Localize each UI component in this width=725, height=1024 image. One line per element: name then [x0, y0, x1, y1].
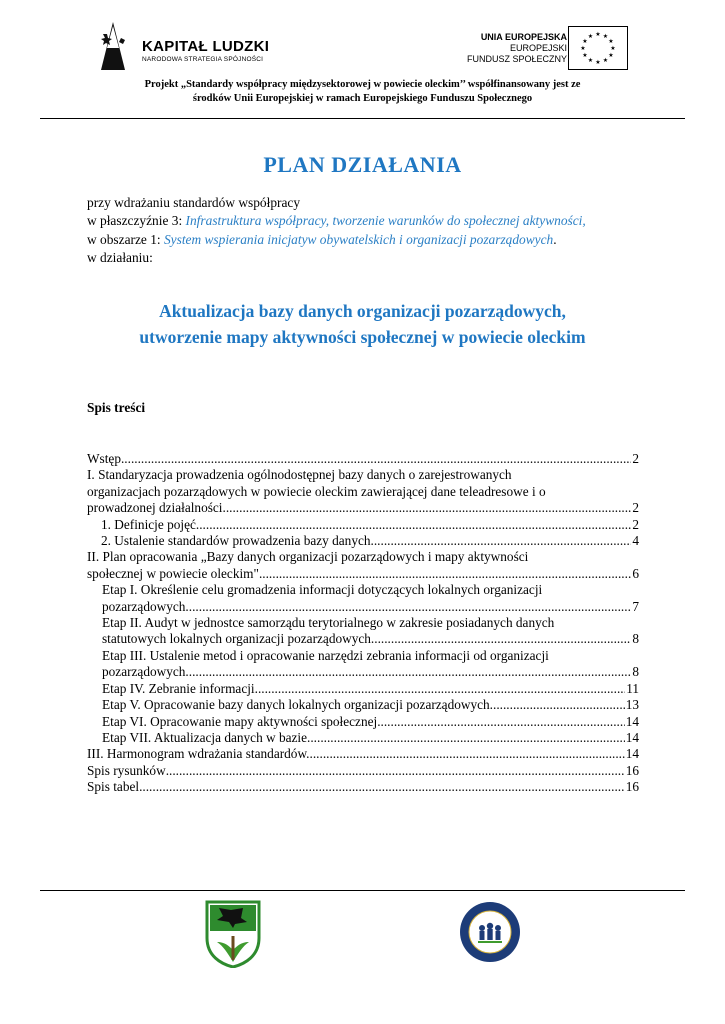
- toc-entry-text: II. Plan opracowania „Bazy danych organizacji pozarządowych i mapy aktywności: [87, 549, 529, 565]
- project-line2: środków Unii Europejskiej w ramach Europejskiego Funduszu Społecznego: [192, 93, 533, 104]
- toc-entry-etap-5[interactable]: [87, 697, 639, 713]
- toc-entry-text: 1. Definicje pojęć.: [101, 516, 200, 532]
- intro-line2-prefix: w płaszczyźnie 3:: [87, 213, 186, 229]
- toc-entry-text: pozarządowych.: [102, 664, 189, 680]
- table-of-contents: [87, 451, 639, 796]
- svg-text:★: ★: [582, 38, 588, 45]
- toc-page-number: 16: [625, 762, 639, 778]
- logo-subtitle: NARODOWA STRATEGIA SPÓJNOŚCI: [142, 56, 264, 63]
- intro-line3: [87, 231, 586, 249]
- intro-line2: [87, 212, 586, 230]
- svg-text:★: ★: [608, 52, 614, 59]
- toc-entry-text: Etap III. Ustalenie metod i opracowanie narzędzi zebrania informacji od organizacji: [102, 647, 549, 663]
- toc-page-number: 2: [632, 500, 639, 516]
- toc-entry-text: organizacjach pozarządowych w powiecie oleckim zawierającej dane teleadresowe i o: [87, 483, 546, 499]
- svg-text:★: ★: [595, 31, 601, 38]
- toc-entry-text: Etap VI. Opracowanie mapy aktywności społecznej.: [102, 713, 381, 729]
- toc-entry-etap-7[interactable]: [87, 730, 639, 746]
- svg-text:★: ★: [587, 33, 594, 40]
- kapital-ludzki-text: [142, 38, 269, 63]
- subtitle-line2: utworzenie mapy aktywności społecznej w powiecie oleckim: [139, 327, 586, 347]
- toc-page-number: 4: [632, 533, 639, 549]
- svg-text:★: ★: [582, 52, 588, 59]
- eu-text: [467, 32, 567, 65]
- toc-entry-text: I. Standaryzacja prowadzenia ogólnodostępnej bazy danych o zarejestrowanych: [87, 467, 512, 483]
- svg-text:★: ★: [587, 57, 594, 64]
- subtitle-line1: Aktualizacja bazy danych organizacji pozarządowych,: [159, 301, 566, 321]
- toc-entry-text: Spis rysunków: [87, 762, 166, 778]
- eu-line2: EUROPEJSKI: [509, 43, 567, 53]
- eu-line3: FUNDUSZ SPOŁECZNY: [466, 54, 567, 64]
- toc-entry-text: prowadzonej działalności.: [87, 500, 226, 516]
- toc-page-number: 14: [625, 729, 639, 745]
- svg-text:★: ★: [580, 45, 586, 52]
- toc-page-number: 8: [632, 631, 639, 647]
- toc-entry-wstep[interactable]: [87, 451, 639, 467]
- intro-line4: w działaniu:: [87, 249, 153, 265]
- logo-title: KAPITAŁ LUDZKI: [142, 38, 270, 55]
- toc-entry-etap-1[interactable]: [87, 582, 639, 615]
- intro-line1: przy wdrażaniu standardów współpracy: [87, 195, 301, 210]
- toc-entry-section-2[interactable]: [87, 549, 639, 582]
- toc-entry-text: społecznej w powiecie oleckim": [87, 565, 259, 581]
- toc-entry-etap-4[interactable]: [87, 681, 639, 697]
- coat-of-arms-icon: [205, 900, 261, 968]
- toc-entry-text: statutowych lokalnych organizacji pozarządowych.: [102, 631, 375, 647]
- toc-entry-etap-2[interactable]: [87, 615, 639, 648]
- intro-line2-value: Infrastruktura współpracy, tworzenie warunków do społecznej aktywności,: [185, 213, 586, 229]
- svg-text:★: ★: [595, 59, 601, 66]
- toc-entry-etap-3[interactable]: [87, 648, 639, 681]
- kapital-ludzki-logo: [95, 20, 135, 72]
- toc-entry-text: Etap VII. Aktualizacja danych w bazie.: [102, 729, 311, 745]
- header-divider: [40, 118, 685, 119]
- toc-page-number: 6: [632, 565, 639, 581]
- toc-page-number: 14: [625, 746, 639, 762]
- toc-entry-text: Etap II. Audyt w jednostce samorządu terytorialnego w zakresie posiadanych danych: [102, 615, 555, 631]
- toc-heading: Spis treści: [87, 400, 146, 415]
- toc-page-number: 13: [625, 697, 639, 713]
- toc-entry-text: Spis tabel: [87, 779, 140, 795]
- subtitle: [0, 298, 725, 350]
- toc-entry-text: Etap IV. Zebranie informacji.: [102, 680, 258, 696]
- toc-page-number: 16: [625, 779, 639, 795]
- page-title: PLAN DZIAŁANIA: [263, 152, 462, 177]
- toc-entry-text: Etap I. Określenie celu gromadzenia informacji dotyczących lokalnych organizacji: [102, 582, 543, 598]
- intro-block: [87, 194, 586, 267]
- toc-entry-text: III. Harmonogram wdrażania standardów.: [87, 746, 310, 762]
- association-seal-icon: [458, 900, 522, 964]
- project-line1: Projekt „Standardy współpracy międzysektorowej w powiecie oleckim’’ współfinansowany jest ze: [144, 79, 581, 90]
- toc-entry-section-3[interactable]: [87, 746, 639, 762]
- eu-line1: UNIA EUROPEJSKA: [480, 32, 567, 42]
- toc-entry-spis-tabel[interactable]: [87, 779, 639, 795]
- toc-entry-text: Wstęp: [87, 451, 121, 466]
- intro-line3-suffix: .: [553, 231, 557, 247]
- toc-page-number: 2: [632, 451, 639, 466]
- toc-entry-text: 2. Ustalenie standardów prowadzenia bazy danych.: [101, 533, 374, 549]
- svg-text:★: ★: [610, 45, 616, 52]
- toc-entry-etap-6[interactable]: [87, 714, 639, 730]
- toc-page-number: 14: [625, 713, 639, 729]
- toc-entry-standardy[interactable]: [87, 533, 639, 549]
- toc-page-number: 2: [632, 516, 639, 532]
- svg-text:★: ★: [608, 38, 614, 45]
- toc-entry-text: Etap V. Opracowanie bazy danych lokalnych organizacji pozarządowych.: [102, 697, 493, 713]
- intro-line3-prefix: w obszarze 1:: [87, 231, 164, 247]
- toc-entry-spis-rysunkow[interactable]: [87, 763, 639, 779]
- toc-entry-definicje[interactable]: [87, 517, 639, 533]
- toc-page-number: 8: [632, 664, 639, 680]
- footer-divider: [40, 890, 685, 891]
- svg-text:★: ★: [602, 57, 609, 64]
- svg-text:★: ★: [602, 33, 609, 40]
- toc-entry-text: pozarządowych.: [102, 598, 189, 614]
- toc-entry-section-1[interactable]: [87, 467, 639, 516]
- intro-line3-value: System wspierania inicjatyw obywatelskich i organizacji pozarządowych: [163, 231, 554, 247]
- eu-flag-icon: [568, 26, 628, 70]
- project-info: [40, 78, 685, 106]
- toc-page-number: 7: [632, 598, 639, 614]
- toc-page-number: 11: [626, 680, 639, 696]
